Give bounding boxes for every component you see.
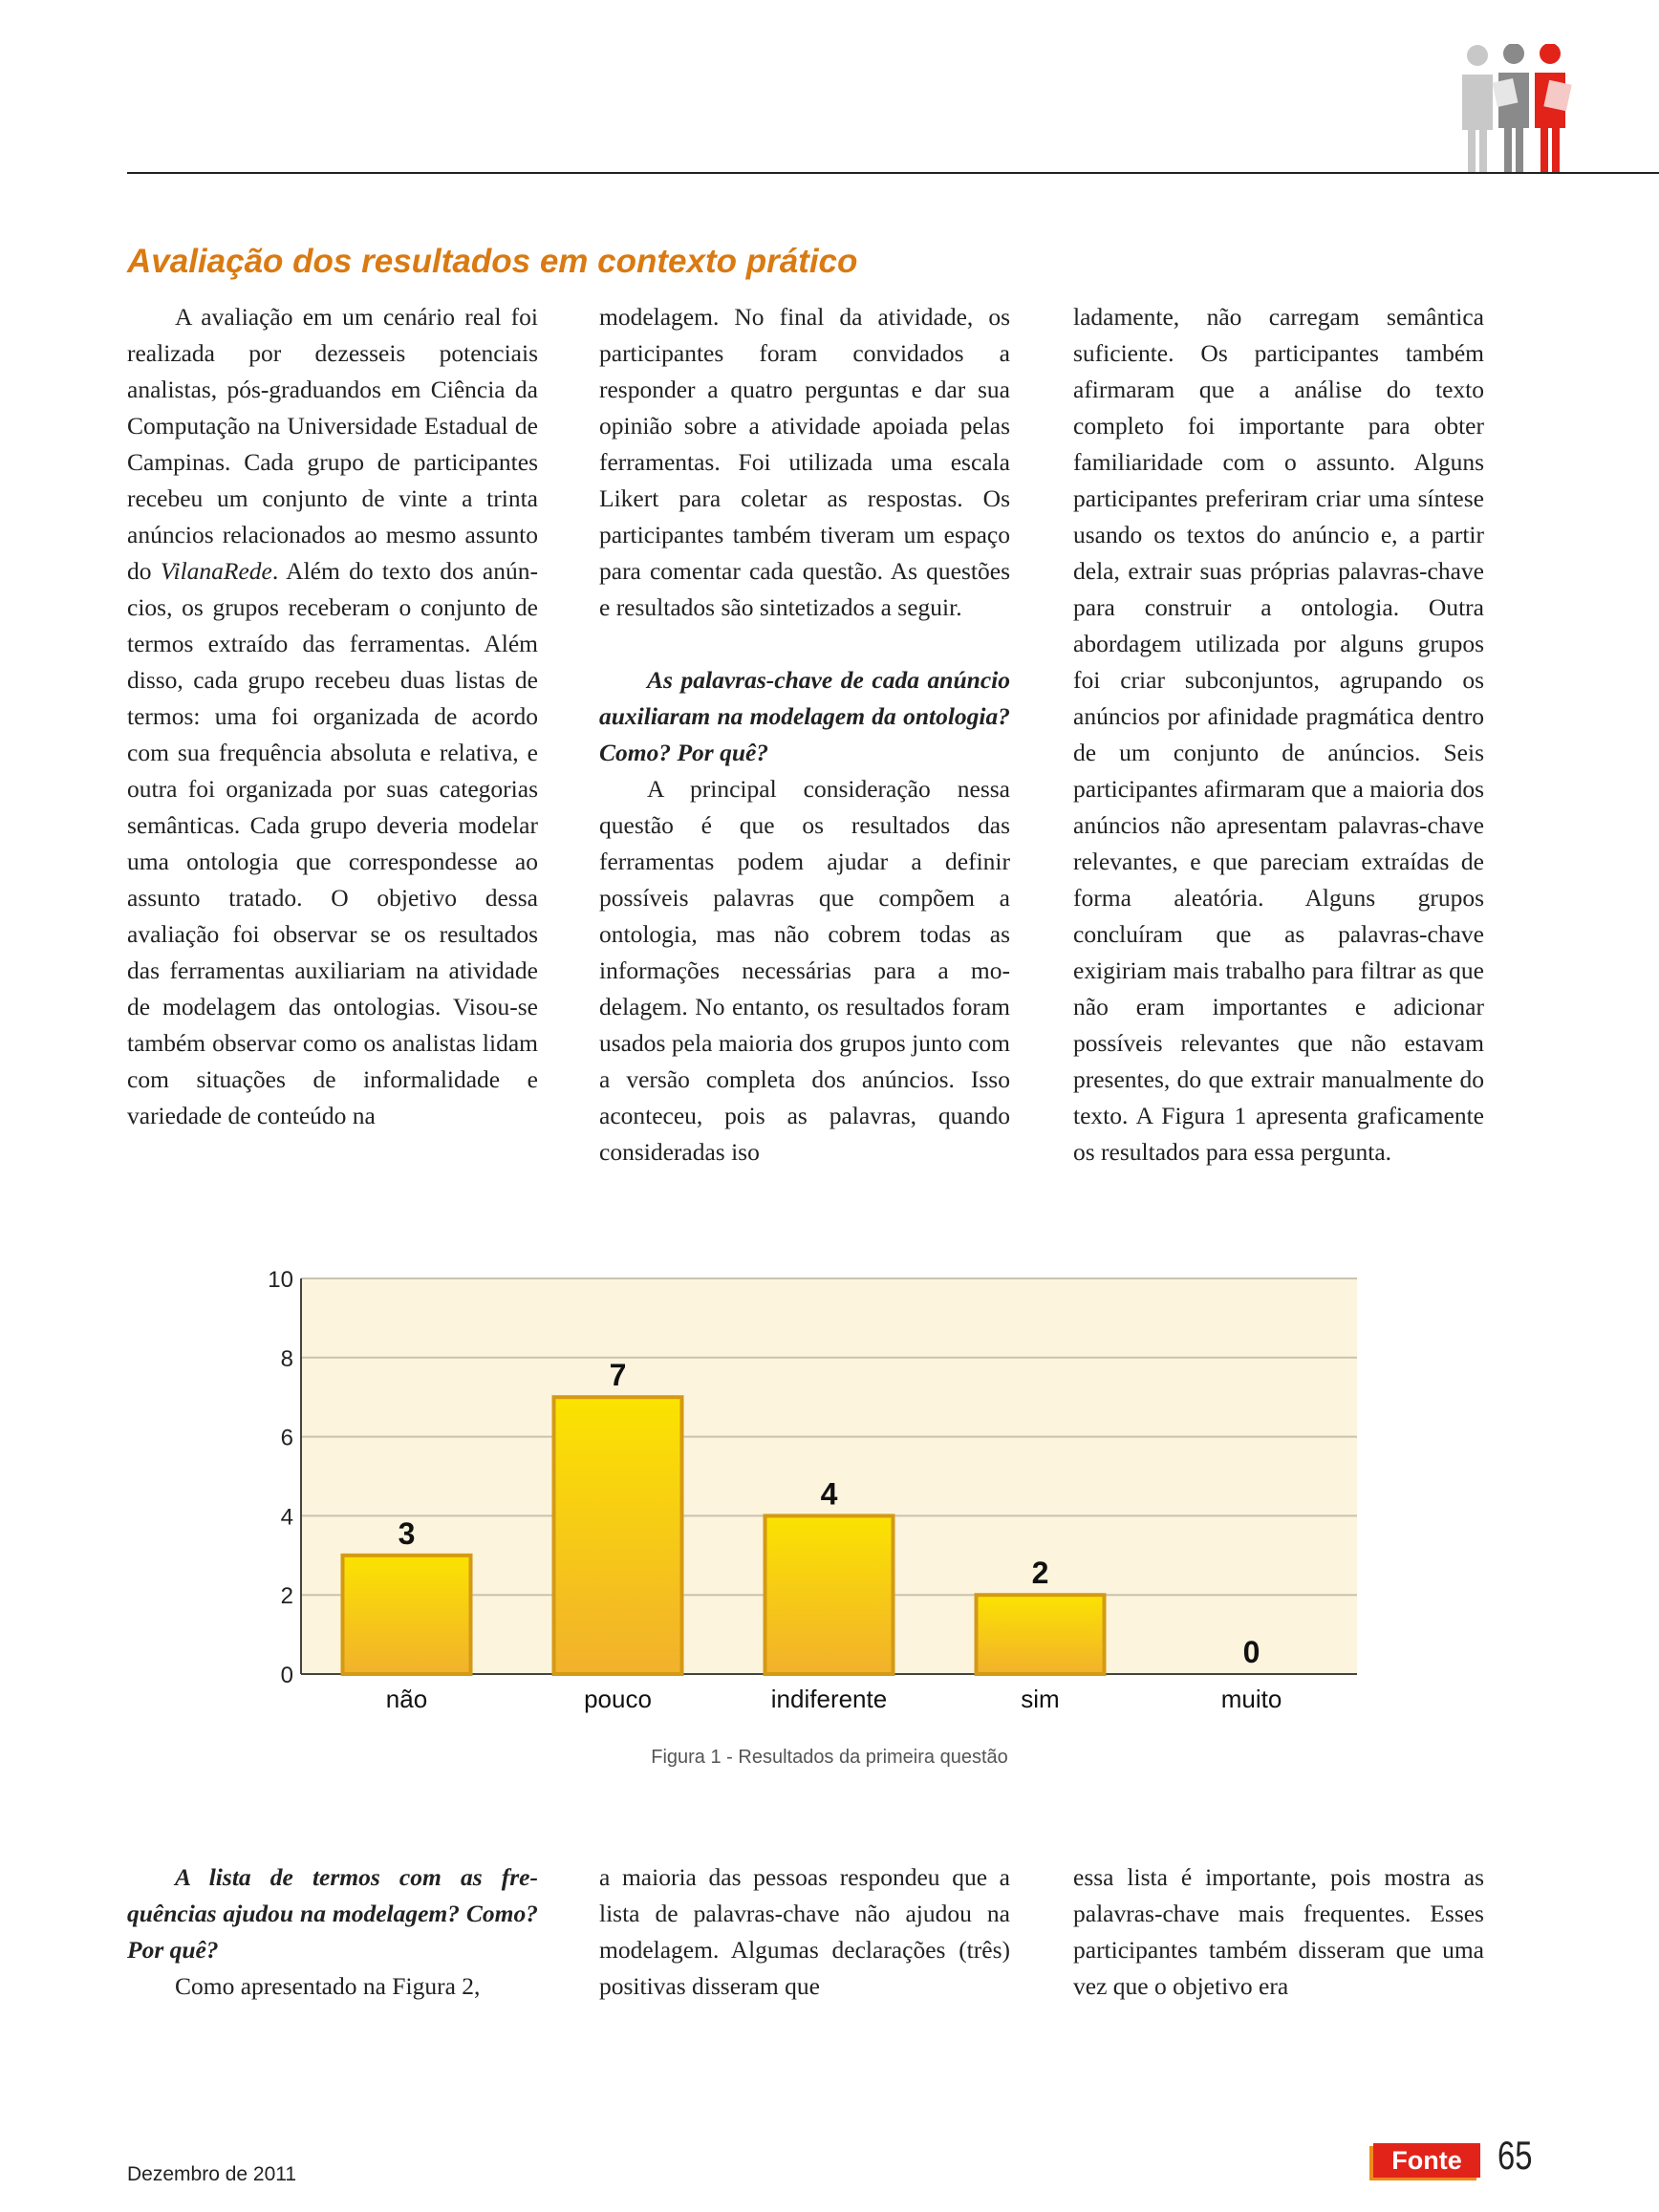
y-tick-label: 10 [268,1267,293,1293]
bar [977,1595,1105,1674]
body-column-3 [1073,299,1484,1170]
paragraph: A principal consideração nessa questão é que os resultados das ferramentas podem ajudar a definir possíveis palavras que compõem a ontologia, mas não cobrem todas as informações necessárias para a modelagem. No entanto, os resultados foram usados pela maioria dos grupos junto com a versão completa dos anúncios. Isso aconteceu, pois as palavras, quando consideradas iso [599,775,1010,1166]
question-heading: As palavras-chave de cada anúncio auxiliaram na modelagem da ontologia? Como? Por quê? [599,666,1010,766]
x-category-label: não [385,1685,428,1713]
header-rule [127,172,1659,174]
paragraph: Como apresentado na Figura 2, [175,1972,481,2000]
y-tick-label: 2 [280,1583,293,1610]
data-label: 2 [1031,1556,1049,1591]
data-label: 7 [609,1358,627,1393]
body-column-1 [127,299,538,1134]
people-group-icon [1454,44,1579,174]
y-tick-label: 6 [280,1425,293,1451]
bar-chart [248,1261,1357,1720]
paragraph: modelagem. No final da atividade, os participantes foram convidados a responder a quatro perguntas e dar sua opinião sobre a atividade apoiada pelas ferramentas. Foi utilizada uma escala Likert para coletar as respostas. Os participantes também tiveram um espaço para comentar cada questão. As questões e resultados são sintetizados a seguir. [599,303,1010,621]
y-tick-label: 4 [280,1504,293,1531]
bar [554,1397,682,1674]
paragraph: ladamente, não carregam semântica suficiente. Os participantes também afirmaram que a análise do texto completo foi importante para obter familiaridade com o assunto. Alguns participantes preferiram criar uma síntese usando os textos do anúncio e, a partir dela, extrair suas próprias palavras-chave para construir a ontologia. Outra abordagem utilizada por alguns grupos foi criar subconjuntos, agrupando os anúncios por afinidade pragmática dentro de um conjunto de anúncios. Seis participantes afirmaram que a maioria dos anúncios não apresentam palavras-chave relevantes, e que pareciam extraídas de forma aleatória. Alguns grupos concluíram que as palavras-chave exigiriam mais trabalho para filtrar as que não eram importantes e adicionar possíveis relevantes que não estavam presentes, do que extrair manualmente do texto. A Figura 1 apresenta graficamente os resultados para essa pergunta. [1073,303,1484,1166]
x-category-label: indiferente [770,1685,888,1713]
section-title: Avaliação dos resultados em contexto prático [127,243,858,280]
page-number: 65 [1497,2133,1533,2178]
body-column-1-bottom [127,1859,538,2005]
bar [765,1515,894,1674]
y-tick-label: 0 [280,1663,293,1688]
x-category-label: sim [1021,1685,1060,1713]
x-category-label: pouco [584,1685,652,1713]
footer-date: Dezembro de 2011 [127,2163,297,2185]
paragraph: A avaliação em um cenário real foi realizada por dezesseis potenciais analistas, pós-graduandos em Ciência da Computação na Universidade Estadual de Campinas. Cada grupo de participantes recebeu um conjunto de vinte a trinta anúncios relacionados ao mesmo assunto do VilanaRede. Além do texto dos anúncios, os grupos receberam o conjunto de termos extraído das ferramentas. Além disso, cada grupo recebeu duas listas de termos: uma foi organizada de acordo com sua frequência absoluta e relativa, e outra foi organizada por suas categorias semânticas. Cada grupo deveria modelar uma ontologia que correspondesse ao assunto tratado. O objetivo dessa avaliação foi observar se os resultados das ferramentas auxiliariam na atividade de modelagem das ontologias. Visou-se também observar como os analistas lidam com situações de informalidade e variedade de conteúdo na [127,303,539,1129]
data-label: 0 [1242,1635,1260,1669]
data-label: 4 [820,1476,838,1512]
emphasis: VilanaRede [160,557,272,585]
paragraph: essa lista é importante, pois mostra as palavras-chave mais frequentes. Esses participantes também disseram que uma vez que o objetivo era [1073,1863,1484,2000]
figure-caption: Figura 1 - Resultados da primeira questão [651,1747,1008,1768]
bar [343,1556,471,1674]
body-column-3-bottom [1073,1859,1484,2005]
x-category-label: muito [1220,1685,1282,1713]
y-tick-label: 8 [280,1345,293,1372]
body-column-2-bottom [599,1859,1010,2005]
body-column-2 [599,299,1010,1170]
paragraph: a maioria das pessoas respondeu que a lista de palavras-chave não ajudou na modelagem. Algumas declarações (três) positivas disseram que [599,1863,1010,2000]
data-label: 3 [398,1515,416,1551]
brand-logo: Fonte [1373,2143,1480,2178]
question-heading: A lista de termos com as frequências ajudou na modelagem? Como? Por quê? [127,1863,538,1964]
